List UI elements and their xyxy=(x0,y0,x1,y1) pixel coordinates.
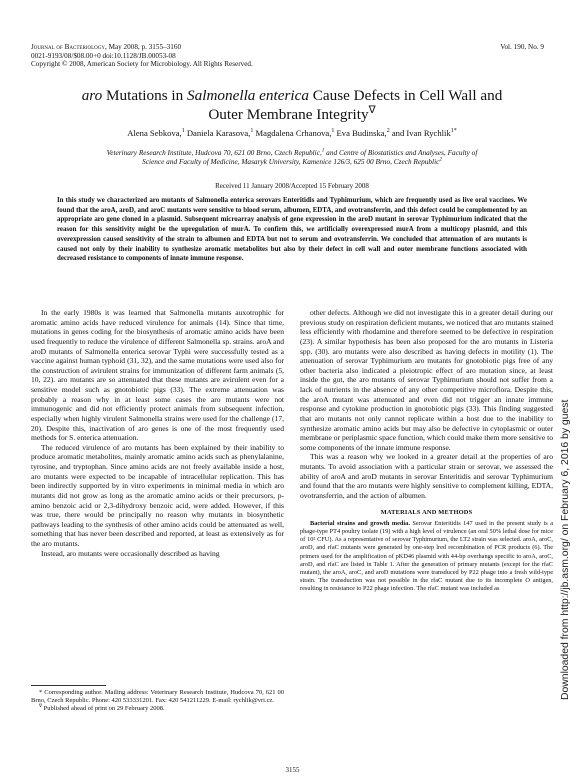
methods-subheading: Bacterial strains and growth media. xyxy=(310,520,410,528)
title-footnote-mark: ∇ xyxy=(368,104,376,116)
affiliations xyxy=(40,148,544,167)
intro-paragraph-1: In the early 1980s it was learned that Salmonella mutants auxotrophic for aromatic amino acids have reduced virulence for animals (14). Since that time, mutations in genes coding for the biosynthesis of aromatic amino acids have been used frequently to reduce the virulence of different Salmonella sp. strains. aroA and aroD mutants of Salmonella enterica serovar Typhi were successfully tested as a vaccine against human typhoid (31, 32), and the same mutations were used also for the construction of avirulent strains for immunization of different farm animals (5, 10, 22). aro mutants are so attenuated that these mutants are avirulent even for a sensitive model such as gnotobiotic pigs (33). The extreme attenuation was probably a reason why in at least some cases the aro mutants were not immunogenic and did not efficiently protect animals from subsequent infection, especially when highly virulent Salmonella strains were used for the challenge (17, 20). Despite this, inactivation of aro genes is one of the most frequently used methods for S. enterica attenuation. xyxy=(31,308,284,443)
intro-paragraph-5: This was a reason why we looked in a greater detail at the properties of aro mutants. To avoid association with a particular strain or serovar, we assessed the ability of aroA and aroD mutants in serovar Enteritidis and serovar Typhimurium and found that the aro mutants were highly sensitive to complement killing, EDTA, ovotransferrin, and the action of albumen. xyxy=(300,452,553,500)
page-number: 3155 xyxy=(285,766,300,774)
corresponding-mark: * xyxy=(453,128,457,135)
intro-paragraph-3: Instead, aro mutants were occasionally described as having xyxy=(41,548,220,558)
section-heading-methods: MATERIALS AND METHODS xyxy=(380,508,473,516)
title-aro: aro xyxy=(81,87,103,104)
author-5-affil: 1 xyxy=(450,128,454,135)
download-watermark-text[interactable]: Downloaded from http://jb.asm.org/ on February 6, 2016 by guest xyxy=(560,399,571,700)
footnote-published-text: Published ahead of print on 29 February 2008. xyxy=(42,705,165,713)
author-2-affil: 1 xyxy=(250,128,254,135)
issn-doi: 0021-9193/08/$08.00+0 doi:10.1128/JB.00053-08 xyxy=(31,51,176,60)
affiliation-1: Veterinary Research Institute, Hudcova 70, 621 00 Brno, Czech Republic, xyxy=(106,148,322,157)
affiliation-2-mark: 2 xyxy=(439,156,442,163)
author-1: Alena Sebkova, xyxy=(127,128,182,138)
affiliation-1-mark: 1 xyxy=(321,147,325,154)
affiliation-1b: and Centre of Biostatistics and Analyses, Faculty of xyxy=(324,148,478,157)
copyright: Copyright © 2008, American Society for Microbiology. All Rights Reserved. xyxy=(31,60,253,69)
author-5: and Ivan Rychlik xyxy=(389,128,451,138)
author-3: Magdalena Crhanova, xyxy=(253,128,332,138)
abstract: In this study we characterized aro mutants of Salmonella enterica serovars Enteritidis and Typhimurium, which are frequently used as live oral vaccines. We found that the aroA, aroD, and aroC mutants were sensitive to blood serum, albumen, EDTA, and ovotransferrin, and this defect could be complemented by an appropriate aro gene cloned in a plasmid. Subsequent microarray analysis of gene expression in the aroD mutant in serovar Typhimurium indicated that the reason for this sensitivity might be the upregulation of murA. To confirm this, we artificially overexpressed murA from a multicopy plasmid, and this overexpression caused sensitivity of the strain to albumen and EDTA but not to serum and ovotransferrin. We concluded that attenuation of aro mutants is caused not only by their inability to synthesize aromatic metabolites but also by their defect in cell wall and outer membrane functions associated with decreased resistance to components of innate immune response. xyxy=(57,197,527,263)
title-part1: Mutations in xyxy=(102,87,188,104)
issue-date-pages: , May 2008, p. 3155–3160 xyxy=(104,43,182,51)
footnotes xyxy=(31,689,284,714)
running-header xyxy=(31,43,253,69)
footnote-mark: ∇ xyxy=(39,703,43,709)
article-title xyxy=(30,87,554,124)
received-dates: Received 11 January 2008/Accepted 15 February 2008 xyxy=(215,182,369,190)
title-part2: Cause Defects in Cell Wall and xyxy=(308,87,503,104)
title-species: Salmonella enterica xyxy=(187,87,309,104)
author-list xyxy=(30,128,554,138)
body-column-right xyxy=(300,308,553,593)
author-2: Daniela Karasova, xyxy=(184,128,251,138)
methods-text: Serovar Enteritidis 147 used in the present study is a phage-type PT4 poultry isolate (19) with a high level of virulence (an oral 50% lethal dose for mice of 10² CFU). As a representative of serovar Typhimurium, the LT2 strain was selected. aroA, aroC, aroD, and rfaC mutants were generated by one-step lred recombination of PCR products (6). The primers used for the amplification of pKD46 plasmid with 44-bp overhangs specific to aroA, aroC, aroD, and rfaC are listed in Table 1. After the generation of primary mutants (except for the rfaC mutant), the aroA, aroC, and aroD mutations were transduced by P22 phage into a fresh wild-type strain. The transduction was not possible in the rfaC mutant due to its incomplete O antigen, resulting in resistance to P22 phage infection. The rfaC mutant was included as xyxy=(300,520,553,592)
footnote-divider xyxy=(31,685,106,686)
journal-name: Journal of Bacteriology xyxy=(31,43,105,51)
volume-info: Vol. 190, No. 9 xyxy=(500,43,544,51)
intro-paragraph-2: The reduced virulence of aro mutants has been explained by their inability to produce aromatic metabolites, mainly aromatic amino acids such as phenylalanine, tyrosine, and tryptophan. Since amino acids are not freely available inside a host, aro mutants were expected to be incapable of intracellular replication. This has been indirectly supported by in vitro experiments in minimal media in which aro mutants did not grow as long as the aromatic amino acids or their precursors, p-amino benzoic acid or 2,3-dihydroxy benzoic acid, were added. However, if this was true, there would be principally no reason why mutants in biosynthetic pathways leading to the synthesis of other amino acids could be attenuated as well, something that has never been described and reported, at least as extensively as for the aro mutants. xyxy=(31,442,284,548)
affiliation-2: Science and Faculty of Medicine, Masaryk University, Kamenice 126/3, 625 00 Brno, Czech Republic xyxy=(142,157,440,167)
author-4-affil: 2 xyxy=(386,128,390,135)
body-column-left xyxy=(31,308,284,558)
author-3-affil: 1 xyxy=(331,128,335,135)
footnote-published xyxy=(31,705,284,713)
methods-paragraph xyxy=(300,520,553,593)
author-4: Eva Budinska, xyxy=(334,128,387,138)
author-1-affil: 1 xyxy=(181,128,185,135)
footnote-corresponding: * Corresponding author. Mailing address: Veterinary Research Institute, Hudcova 70, 621 00 Brno, Czech Republic. Phone: 420 533331201. Fax: 420 541211229. E-mail: rychlik@vri.cz. xyxy=(31,689,284,705)
intro-paragraph-4: other defects. Although we did not investigate this in a greater detail during our previous study on respiration deficient mutants, we noticed that aro mutants stained less efficiently with rhodamine and therefore seemed to be defective in respiration (23). A similar hypothesis has been also proposed for the aro mutants in Listeria spp. (30). aro mutants were also described as having defects in motility (1). The attenuation of serovar Typhimurium aro mutants for gnotobiotic pigs free of any other bacteria also indicated a pleiotropic effect of aro mutation since, at least inside the gut, the aro mutants of serovar Typhimurium should not suffer from a lack of nutrients in the absence of any other competitive microflora. Despite this, the aroA mutant was attenuated and even did not trigger an innate immune response and cytokine production in gnotobiotic pigs (33). This finding suggested that aro mutants not only cannot replicate within a host due to the inability to synthesize aromatic amino acids but may also be defective in cytoplasmic or outer membrane or periplasmic space function, which could make them more sensitive to some components of the innate immune response. xyxy=(300,308,553,452)
title-line2: Outer Membrane Integrity xyxy=(208,105,369,123)
